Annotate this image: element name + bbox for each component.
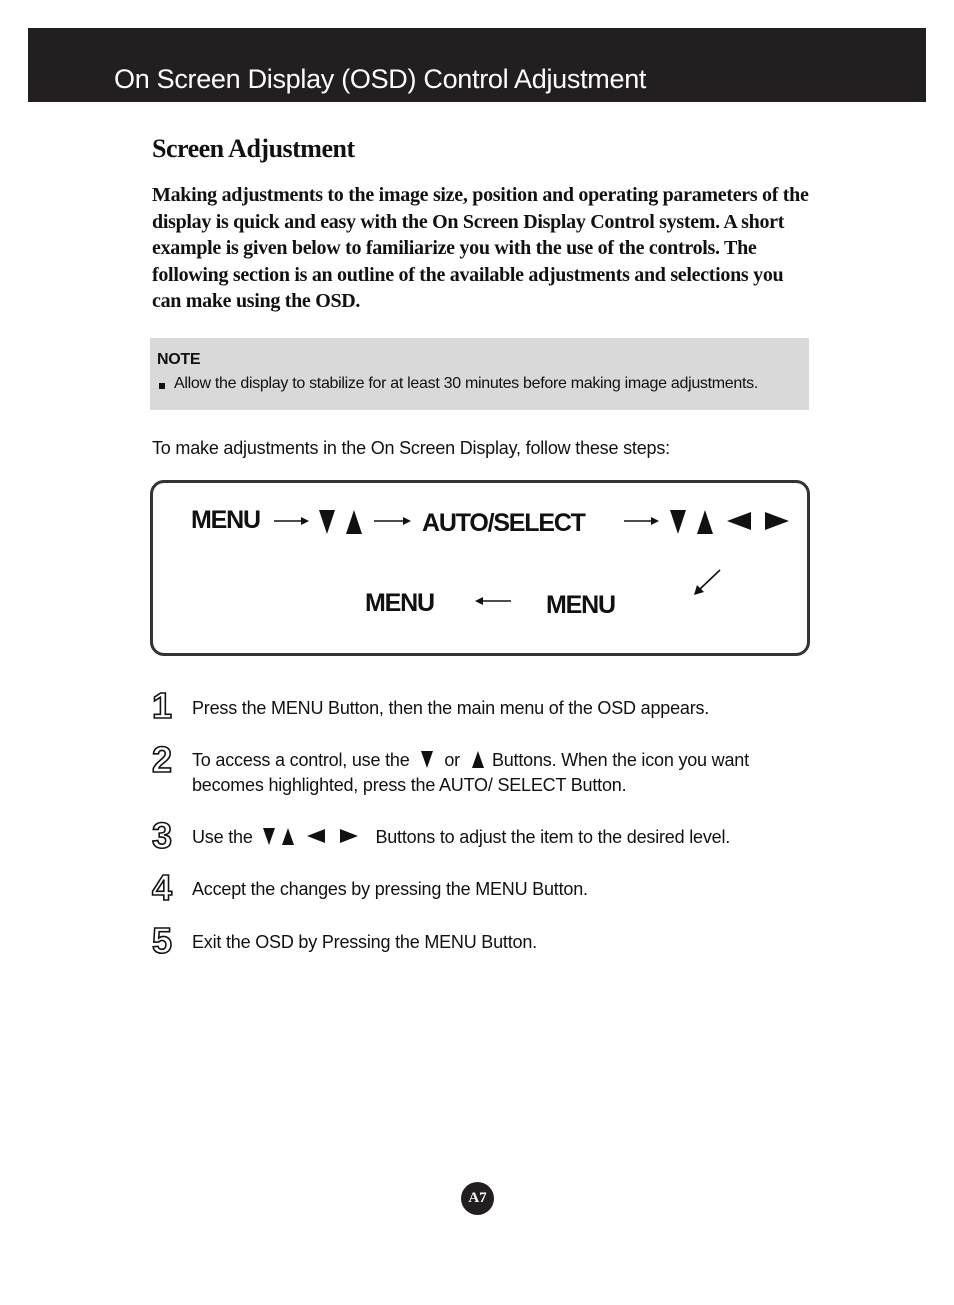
arrow-right-icon bbox=[274, 517, 309, 525]
step-3-pre: Use the bbox=[192, 827, 258, 847]
step-number-4: 4 bbox=[152, 867, 173, 908]
step-5-key: MENU Button bbox=[424, 932, 533, 952]
left-triangle-icon bbox=[727, 512, 751, 530]
step-2-or: or bbox=[444, 750, 460, 770]
arrow-right-icon bbox=[374, 517, 411, 525]
step-1-pre: Press the bbox=[192, 698, 272, 718]
down-triangle-icon bbox=[319, 510, 335, 534]
step-2-post: . When the icon you want bbox=[551, 750, 749, 770]
right-triangle-icon bbox=[765, 512, 789, 530]
step-number-1: 1 bbox=[152, 685, 173, 726]
step-2-key: Buttons bbox=[491, 750, 552, 770]
step-2-line2-pre: becomes highlighted, press the bbox=[192, 775, 439, 795]
arrow-right-icon bbox=[624, 517, 659, 525]
step-5-pre: Exit the OSD by Pressing the bbox=[192, 932, 425, 952]
step-3-text bbox=[192, 825, 812, 850]
osd-flow-diagram bbox=[150, 480, 810, 656]
arrow-buttons-icon bbox=[257, 827, 375, 845]
step-2-line2-post: . bbox=[621, 775, 627, 795]
step-4-key: MENU Button bbox=[475, 879, 584, 899]
page-number-badge: A7 bbox=[461, 1182, 494, 1215]
step-number-2: 2 bbox=[152, 739, 173, 780]
step-2-pre: To access a control, use the bbox=[192, 750, 415, 770]
step-4-pre: Accept the changes by pressing the bbox=[192, 879, 476, 899]
step-number-3: 3 bbox=[152, 815, 173, 856]
note-text: Allow the display to stabilize for at least 30 minutes before making image adjustments. bbox=[174, 375, 758, 392]
down-triangle-icon bbox=[670, 510, 686, 534]
step-1-post: , then the main menu of the OSD appears. bbox=[378, 698, 710, 718]
step-4-post: . bbox=[583, 879, 588, 899]
up-triangle-icon bbox=[346, 510, 362, 534]
flow-menu-label-confirm: MENU bbox=[546, 591, 615, 619]
section-title: Screen Adjustment bbox=[152, 134, 355, 163]
flow-menu-label: MENU bbox=[191, 506, 260, 534]
step-3-post: to adjust the item to the desired level. bbox=[435, 827, 731, 847]
step-number-5: 5 bbox=[152, 920, 173, 961]
step-3-key: Buttons bbox=[375, 827, 436, 847]
note-box bbox=[150, 338, 809, 410]
arrow-down-left-icon bbox=[694, 570, 720, 595]
up-triangle-icon bbox=[464, 750, 492, 768]
intro-paragraph: Making adjustments to the image size, position and operating parameters of the display is quick and easy with the On Screen Display Control system. A short example is given below to familiarize you with the use of the controls. The following section is an outline of the available adjustments and selections you can make using the OSD. bbox=[152, 184, 809, 312]
flow-menu-label-return: MENU bbox=[365, 589, 434, 617]
step-1-text bbox=[192, 696, 812, 721]
step-2-text bbox=[192, 748, 812, 798]
down-triangle-icon bbox=[414, 750, 440, 768]
step-1-key: MENU Button bbox=[271, 698, 379, 718]
step-2-line2-key: AUTO/ SELECT Button bbox=[438, 775, 622, 795]
step-5-post: . bbox=[532, 932, 537, 952]
steps-intro: To make adjustments in the On Screen Display, follow these steps: bbox=[152, 438, 670, 458]
flow-auto-select-label: AUTO/SELECT bbox=[422, 509, 585, 537]
up-triangle-icon bbox=[697, 510, 713, 534]
note-bullet-icon bbox=[159, 383, 165, 389]
page-header-title: On Screen Display (OSD) Control Adjustment bbox=[114, 64, 647, 94]
step-4-text bbox=[192, 877, 812, 902]
header-bar bbox=[28, 28, 926, 102]
note-label: NOTE bbox=[157, 351, 201, 368]
step-5-text bbox=[192, 930, 812, 955]
arrow-left-icon bbox=[475, 597, 511, 605]
